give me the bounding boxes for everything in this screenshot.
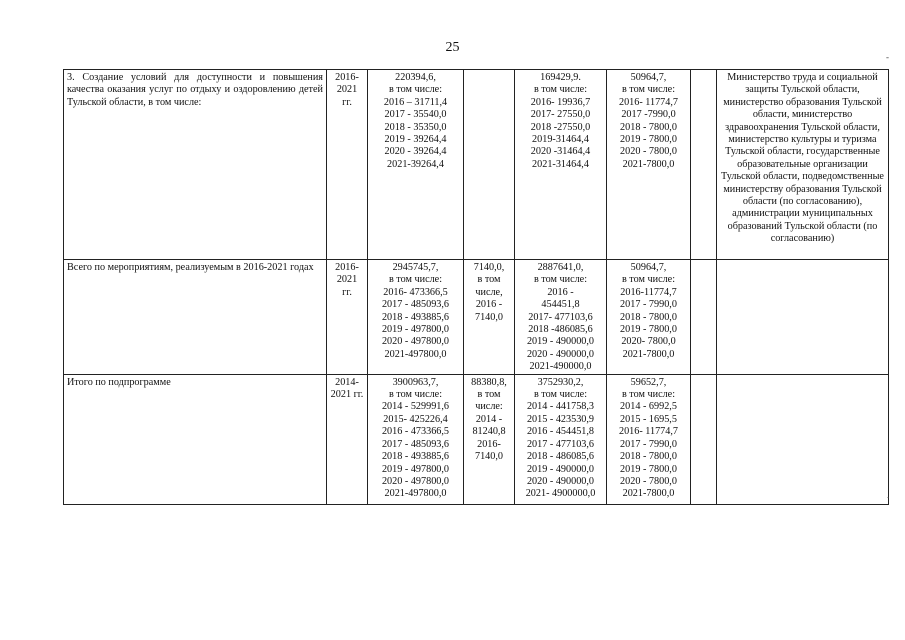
row-total: 3900963,7, в том числе: 2014 - 529991,6 2015- 425226,4 2016 - 473366,5 2017 - 485093,6 2018 - 493885,6 2019 - 497800,0 2020 - 497800,0 2021-497800,0 xyxy=(368,374,464,504)
margin-tick-top: - xyxy=(886,52,889,62)
row-executor: Министерство труда и социальной защиты Тульской области, министерство образования Тульской области, министерство здравоохранения Тульской области, министерство культуры и туризма Тульской области, государственные образовательные организации Тульской области, подведомственные министерству образования Тульской области (по согласованию), администрации муниципальных образований Тульской области (по согласованию) xyxy=(717,70,889,260)
row-name: Всего по мероприятиям, реализуемым в 2016-2021 годах xyxy=(64,260,327,375)
row-period: 2016- 2021 гг. xyxy=(327,260,368,375)
page-number: 25 xyxy=(445,40,460,55)
row-federal: 7140,0, в том числе, 2016 - 7140,0 xyxy=(464,260,515,375)
row-executor xyxy=(717,260,889,375)
row-regional: 2887641,0, в том числе: 2016 - 454451,8 2017- 477103,6 2018 -486085,6 2019 - 490000,0 2020 - 490000,0 2021-490000,0 xyxy=(515,260,607,375)
margin-tick-bottom: . xyxy=(887,490,890,500)
table-row xyxy=(64,260,889,375)
row-municipal: 50964,7, в том числе: 2016-11774,7 2017 - 7990,0 2018 - 7800,0 2019 - 7800,0 2020- 7800,0 2021-7800,0 xyxy=(607,260,691,375)
row-name: 3. Создание условий для доступности и повышения качества оказания услуг по отдыху и оздоровлению детей Тульской области, в том числе: xyxy=(64,70,327,260)
row-municipal: 59652,7, в том числе: 2014 - 6992,5 2015 - 1695,5 2016- 11774,7 2017 - 7990,0 2018 - 7800,0 2019 - 7800,0 2020 - 7800,0 2021-7800,0 xyxy=(607,374,691,504)
row-regional: 3752930,2, в том числе: 2014 - 441758,3 2015 - 423530,9 2016 - 454451,8 2017 - 477103,6 2018 - 486085,6 2019 - 490000,0 2020 - 490000,0 2021- 4900000,0 xyxy=(515,374,607,504)
table-row xyxy=(64,374,889,504)
row-federal xyxy=(464,70,515,260)
row-municipal: 50964,7, в том числе: 2016- 11774,7 2017 -7990,0 2018 - 7800,0 2019 - 7800,0 2020 - 7800,0 2021-7800,0 xyxy=(607,70,691,260)
row-extra xyxy=(691,70,717,260)
budget-table xyxy=(63,69,889,505)
row-total: 2945745,7, в том числе: 2016- 473366,5 2017 - 485093,6 2018 - 493885,6 2019 - 497800,0 2020 - 497800,0 2021-497800,0 xyxy=(368,260,464,375)
row-federal: 88380,8, в том числе: 2014 - 81240,8 2016- 7140,0 xyxy=(464,374,515,504)
row-extra xyxy=(691,374,717,504)
row-total: 220394,6, в том числе: 2016 – 31711,4 2017 - 35540,0 2018 - 35350,0 2019 - 39264,4 2020 - 39264,4 2021-39264,4 xyxy=(368,70,464,260)
table-row xyxy=(64,70,889,260)
row-name: Итого по подпрограмме xyxy=(64,374,327,504)
row-extra xyxy=(691,260,717,375)
row-period: 2016- 2021 гг. xyxy=(327,70,368,260)
row-regional: 169429,9. в том числе: 2016- 19936,7 2017- 27550,0 2018 -27550,0 2019-31464,4 2020 -31464,4 2021-31464,4 xyxy=(515,70,607,260)
row-executor xyxy=(717,374,889,504)
row-period: 2014- 2021 гг. xyxy=(327,374,368,504)
